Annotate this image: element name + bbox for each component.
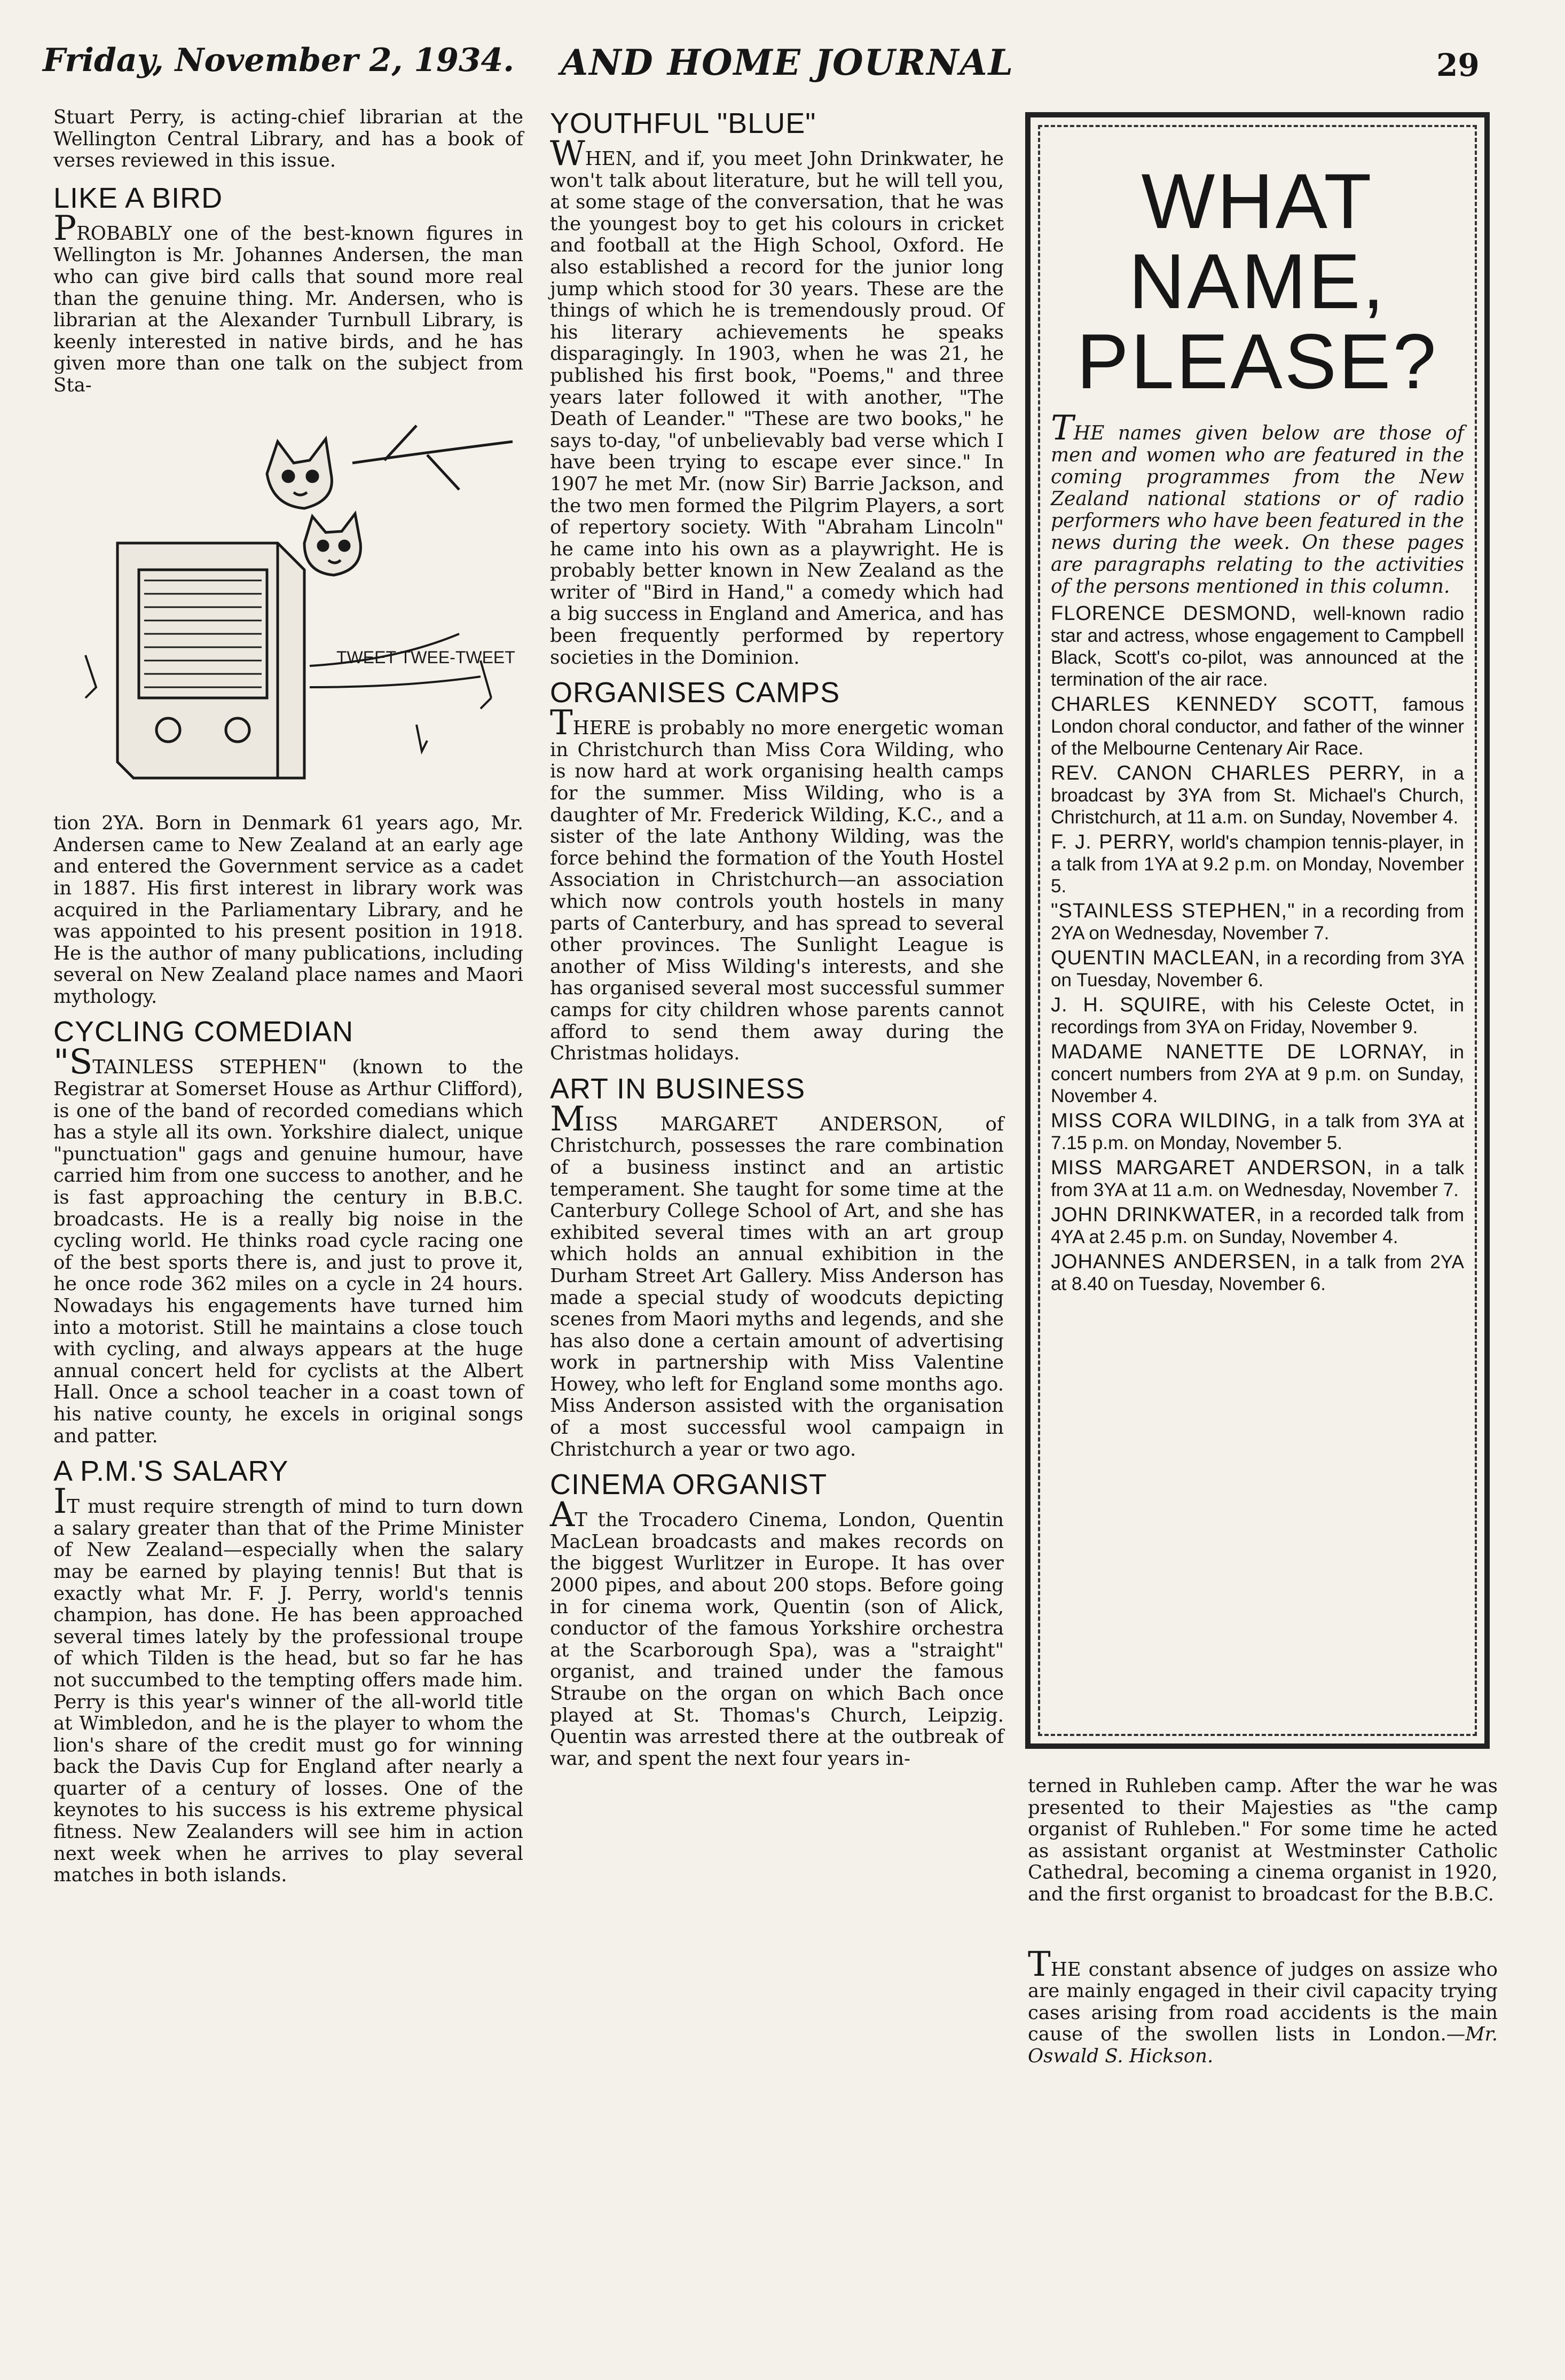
- entry-text: well-known radio star and actress, whose engagement to Campbell Black, Scott's co-pilot, was announced at the termination of the air race.: [1051, 603, 1464, 690]
- entry-text: in a recorded talk from 4YA at 2.45 p.m. on Sunday, November 4.: [1051, 1205, 1464, 1247]
- entry-text: in a recording from 2YA on Wednesday, November 7.: [1051, 901, 1464, 944]
- article-pm-salary: IT must require strength of mind to turn down a salary greater than that of the Prime Minister of New Zealand—especially when the salary may be earned by playing tennis! But that is exactly what Mr. F. J. Perry, world's tennis champion, has done. He has been approached several times lately by the professional troupe of which Tilden is the head, but so far he has not succumbed to the tempting offers made him. Perry is this year's winner of the all-world title at Wimbledon, and he is the player to whom the lion's share of the credit must go for winning back the Davis Cup for England after nearly a quarter of a century of losses. One of the keynotes to his success is his extreme physical fitness. New Zealanders will see him in action next week when he arrives to play several matches in both islands.: [53, 1482, 523, 1887]
- drop-cap: W: [550, 134, 585, 174]
- drop-cap: M: [550, 1099, 585, 1139]
- column-2: [550, 107, 1004, 1770]
- entry-text: in a recording from 3YA on Tuesday, November 6.: [1051, 948, 1464, 991]
- drop-cap: P: [53, 208, 77, 248]
- tweet-label: TWEET TWEE-TWEET: [336, 647, 515, 667]
- entry-item: [1051, 1041, 1464, 1107]
- heading-cycling-comedian: CYCLING COMEDIAN: [53, 1016, 354, 1048]
- entry-text: world's champion tennis-player, in a talk from 1YA at 9.2 p.m. on Monday, November 5.: [1051, 832, 1465, 897]
- entry-text: in a talk from 3YA at 11 a.m. on Wednesday, November 7.: [1051, 1158, 1464, 1200]
- box-title: [1051, 158, 1464, 405]
- publication-title: AND HOME JOURNAL: [561, 42, 1015, 83]
- entry-item: [1051, 763, 1464, 828]
- entry-name: MADAME NANETTE DE LORNAY,: [1051, 1041, 1428, 1063]
- box-title-line-3: PLEASE?: [1076, 318, 1438, 405]
- drop-cap: I: [53, 1482, 67, 1522]
- quote-attribution: —Mr. Oswald S. Hickson.: [1028, 2023, 1498, 2067]
- what-name-please-box: [1025, 112, 1490, 1749]
- article-organises-camps: THERE is probably no more energetic woman in Christchurch than Miss Cora Wilding, who is now hard at work organising health camps for the summer. Miss Wilding, who is a daughter of Mr. Frederick Wilding, K.C., and a sister of the late Anthony Wilding, was the force behind the formation of the Youth Hostel Association in Christchurch—an association which now controls youth hostels in many parts of Canterbury, and has spread to several other provinces. The Sunlight League is another of Miss Wilding's interests, and she has organised several most successful summer camps for city children whose parents cannot afford to send them away during the Christmas holidays.: [550, 703, 1004, 1065]
- entry-item: [1051, 1110, 1464, 1154]
- entry-name: FLORENCE DESMOND,: [1051, 602, 1297, 625]
- entry-text: famous London choral conductor, and father of the winner of the Melbourne Centenary Air Race.: [1051, 694, 1464, 759]
- article-cycling-comedian: "STAINLESS STEPHEN" (known to the Registrar at Somerset House as Arthur Clifford), is one of the band of recorded comedians which has a style all its own. Yorkshire dialect, unique "punctuation" gags and genuine humour, have carried him from one success to another, and he is fast approaching the century in B.B.C. broadcasts. He is a really big noise in the cycling world. He thinks road cycle racing one of the best sports there is, and just to prove it, he once rode 362 miles on a cycle in 24 hours. Nowadays his engagements have turned him into a motorist. Still he maintains a close touch with cycling, and always appears at the huge annual concert held for cyclists at the Albert Hall. Once a school teacher in a coast town of his native county, he excels in original songs and patter.: [53, 1042, 523, 1447]
- heading-cinema-organist: CINEMA ORGANIST: [550, 1468, 828, 1501]
- entry-text: in a talk from 3YA at 7.15 p.m. on Monday, November 5.: [1051, 1111, 1465, 1153]
- page-number: 29: [1436, 47, 1480, 83]
- entry-name: MISS CORA WILDING,: [1051, 1110, 1277, 1132]
- entry-item: [1051, 694, 1464, 759]
- drop-cap: A: [550, 1495, 575, 1535]
- entry-text: with his Celeste Octet, in recordings from 3YA on Friday, November 9.: [1051, 995, 1464, 1038]
- cartoon-illustration: [53, 410, 523, 799]
- entry-name: JOHANNES ANDERSEN,: [1051, 1251, 1297, 1273]
- entry-text: in a talk from 2YA at 8.40 on Tuesday, November 6.: [1051, 1252, 1464, 1294]
- article-cinema-organist: AT the Trocadero Cinema, London, Quentin MacLean broadcasts and makes records on the biggest Wurlitzer in Europe. It has over 2000 pipes, and about 200 stops. Before going in for cinema work, Quentin (son of Alick, conductor of the famous Yorkshire orchestra at the Scarborough Spa), was a "straight" organist, and trained under the famous Straube on the organ on which Bach once played at St. Thomas's Church, Leipzig. Quentin was arrested there at the outbreak of war, and spent the next four years in-: [550, 1495, 1004, 1770]
- entry-name: MISS MARGARET ANDERSON,: [1051, 1157, 1373, 1179]
- column-1: [53, 107, 523, 1887]
- entry-name: QUENTIN MACLEAN,: [1051, 947, 1261, 969]
- entry-name: CHARLES KENNEDY SCOTT,: [1051, 693, 1379, 716]
- drop-cap: T: [550, 703, 573, 743]
- entry-item: [1051, 1251, 1464, 1295]
- entry-item: [1051, 1204, 1464, 1248]
- issue-date: Friday, November 2, 1934.: [43, 42, 515, 79]
- entry-item: [1051, 947, 1464, 991]
- heading-pm-salary: A P.M.'S SALARY: [53, 1455, 289, 1488]
- drop-cap: T: [1028, 1944, 1051, 1984]
- box-title-line-2: NAME,: [1128, 238, 1387, 325]
- heading-youthful-blue: YOUTHFUL "BLUE": [550, 107, 816, 139]
- heading-organises-camps: ORGANISES CAMPS: [550, 677, 840, 709]
- entry-name: REV. CANON CHARLES PERRY,: [1051, 762, 1405, 784]
- heading-art-in-business: ART IN BUSINESS: [550, 1072, 806, 1105]
- heading-like-a-bird: LIKE A BIRD: [53, 182, 223, 214]
- entry-name: JOHN DRINKWATER,: [1051, 1204, 1262, 1226]
- box-content: [1051, 158, 1465, 1295]
- entry-item: [1051, 1157, 1464, 1201]
- box-title-line-1: WHAT: [1141, 158, 1374, 245]
- entry-name: F. J. PERRY,: [1051, 831, 1175, 853]
- quote-paragraph: THE constant absence of judges on assize who are mainly engaged in their civil capacity trying cases arising from road accidents is the main cause of the swollen lists in London.—Mr. Oswald S. Hickson.: [1028, 1944, 1498, 2067]
- entry-item: [1051, 994, 1464, 1038]
- article-cinema-organist-cont: terned in Ruhleben camp. After the war he was presented to their Majesties as "the camp organist of Ruhleben." For some time he acted as assistant organist at Westminster Catholic Cathedral, becoming a cinema organist in 1920, and the first organist to broadcast for the B.B.C.: [1028, 1775, 1498, 1905]
- article-like-a-bird: PROBABLY one of the best-known figures in Wellington is Mr. Johannes Andersen, the man who can give bird calls that sound more real than the genuine thing. Mr. Andersen, who is librarian at the Alexander Turnbull Library, is keenly interested in native birds, and he has given more than one talk on the subject from Sta-: [53, 208, 523, 396]
- entry-text: in concert numbers from 2YA at 9 p.m. on Sunday, November 4.: [1051, 1042, 1464, 1106]
- entry-item: [1051, 603, 1464, 690]
- entry-name: J. H. SQUIRE,: [1051, 994, 1207, 1016]
- column-3-lower: [1028, 1776, 1498, 2068]
- drop-cap: "S: [53, 1042, 93, 1082]
- entry-name: "STAINLESS STEPHEN,": [1051, 900, 1295, 922]
- entry-item: [1051, 831, 1464, 897]
- article-youthful-blue: WHEN, and if, you meet John Drinkwater, he won't talk about literature, but he will tell you, at some stage of the conversation, that he was the youngest boy to get his colours in cricket and football at the High School, Oxford. He also established a record for the junior long jump which stood for 30 years. These are the things of which he is tremendously proud. Of his literary achievements he speaks disparagingly. In 1903, when he was 21, he published his first book, "Poems," and three years later followed it with another, "The Death of Leander." "These are two books," he says to-day, "of unbelievably bad verse which I have been trying to escape ever since." In 1907 he met Mr. (now Sir) Barrie Jackson, and the two men formed the Pilgrim Players, a sort of repertory society. With "Abraham Lincoln" he came into his own as a playwright. He is probably better known in New Zealand as the writer of "Bird in Hand," a comedy which had a big success in England and America, and has been frequently performed by repertory societies in the Dominion.: [550, 134, 1004, 669]
- article-like-a-bird-cont: tion 2YA. Born in Denmark 61 years ago, Mr. Andersen came to New Zealand at an early age and entered the Government service as a cadet in 1887. His first interest in library work was acquired in the Parliamentary Library, and he was appointed to his present position in 1918. He is the author of many publications, including several on New Zealand place names and Maori mythology.: [53, 812, 523, 1008]
- entry-text: in a broadcast by 3YA from St. Michael's Church, Christchurch, at 11 a.m. on Sunday, November 4.: [1051, 763, 1464, 828]
- box-intro: THE names given below are those of men and women who are featured in the coming programmes from the New Zealand national stations or of radio performers who have been featured in the news during the week. On these pages are paragraphs relating to the activities of the persons mentioned in this column.: [1051, 409, 1464, 598]
- entries-list: [1051, 603, 1464, 1295]
- entry-item: [1051, 900, 1464, 944]
- drop-cap: T: [1051, 409, 1074, 448]
- article-art-in-business: MISS MARGARET ANDERSON, of Christchurch, possesses the rare combination of a business instinct and an artistic temperament. She taught for some time at the Canterbury College School of Art, and she has exhibited several times with an art group which holds an annual exhibition in the Durham Street Art Gallery. Miss Anderson has made a special study of woodcuts depicting scenes from Maori myths and legends, and she has also done a certain amount of advertising work in partnership with Miss Valentine Howey, who left for England some months ago. Miss Anderson assisted with the organisation of a most successful wool campaign in Christchurch a year or two ago.: [550, 1099, 1004, 1460]
- intro-paragraph: Stuart Perry, is acting-chief librarian at the Wellington Central Library, and has a book of verses reviewed in this issue.: [53, 106, 523, 172]
